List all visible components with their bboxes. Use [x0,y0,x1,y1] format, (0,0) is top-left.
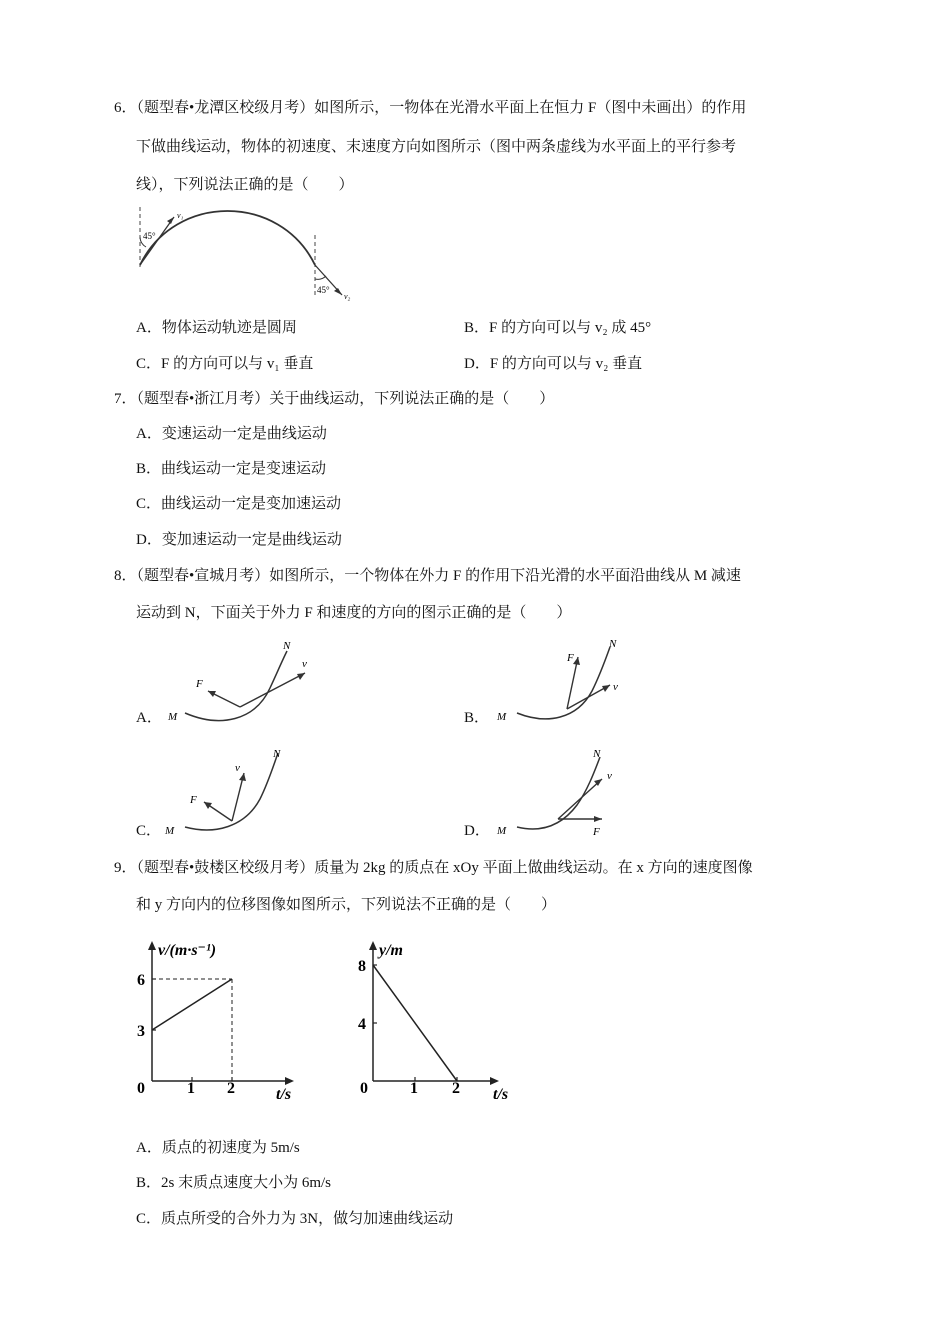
v-arrowhead [239,773,246,781]
series-line [373,965,457,1081]
y-axis-label: v/(m·s⁻¹) [158,942,217,959]
x-axis-label: t/s [493,1086,509,1103]
f-arrow [567,657,578,709]
y-tick-label: 8 [358,958,366,975]
origin-label: 0 [360,1080,368,1097]
q6-trajectory-figure [130,203,370,303]
v-arrow [240,673,305,707]
x-axis-arrowhead [490,1077,499,1085]
q7-option-a: A．变速运动一定是曲线运动 [136,426,327,442]
q6-stem-line1: 6．（题型春•龙潭区校级月考）如图所示，一物体在光滑水平面上在恒力 F（图中未画出）的作用 [114,100,747,116]
origin-label: 0 [137,1080,145,1097]
f-arrowhead [594,816,602,822]
q8-stem-line2: 运动到 N，下面关于外力 F 和速度的方向的图示正确的是（ ） [136,605,572,621]
q7-stem: 7．（题型春•浙江月考）关于曲线运动，下列说法正确的是（ ） [114,391,555,407]
v1-arrow [140,217,174,265]
q7-option-c: C．曲线运动一定是变加速运动 [136,496,342,512]
y-tick-label: 6 [137,972,145,989]
q6-option-d: D．F 的方向可以与 v₂ 垂直 [464,356,643,372]
q7-option-b: B．曲线运动一定是变速运动 [136,461,327,477]
f-arrowhead [204,802,212,809]
v1-arrowhead [167,217,174,224]
q8-figure-b [492,633,632,728]
q8-option-d: D． [464,823,490,839]
trajectory-curve [140,211,315,265]
angle1-label: 45° [143,231,156,241]
y-tick-label: 4 [358,1016,366,1033]
x-axis-arrowhead [285,1077,294,1085]
q8-figure-a [160,633,320,728]
y-axis-label: y/m [379,942,403,959]
f-arrowhead [573,657,580,665]
m-label: M [168,711,178,723]
x-tick-label: 2 [452,1080,460,1097]
n-label: N [609,638,617,650]
q9-option-a: A．质点的初速度为 5m/s [136,1140,300,1156]
curve-mn [517,647,610,719]
q9-option-b: B．2s 末质点速度大小为 6m/s [136,1175,332,1191]
q9-option-c: C．质点所受的合外力为 3N，做匀加速曲线运动 [136,1211,454,1227]
q9-stem-line1: 9．（题型春•鼓楼区校级月考）质量为 2kg 的质点在 xOy 平面上做曲线运动。在 x 方向的速度图像 [114,860,753,876]
x-tick-label: 1 [410,1080,418,1097]
x-tick-label: 1 [187,1080,195,1097]
v2-label: v₂ [344,292,351,301]
q9-velocity-time-chart [130,935,330,1110]
angle2-arc [315,276,326,279]
q8-figure-d [492,743,632,838]
q8-option-b: B． [464,710,490,726]
q7-option-d: D．变加速运动一定是曲线运动 [136,532,342,548]
f-label: F [567,652,574,664]
y-axis-arrowhead [148,941,156,950]
v-label: v [302,658,307,670]
f-label: F [196,678,203,690]
q6-option-c: C．F 的方向可以与 v₁ 垂直 [136,356,314,372]
q6-stem-line3: 线），下列说法正确的是（ ） [136,177,354,193]
n-label: N [283,640,291,652]
y-axis-arrowhead [369,941,377,950]
y-tick-label: 3 [137,1023,145,1040]
m-label: M [497,825,507,837]
v-label: v [235,762,240,774]
series-line [152,979,232,1030]
f-label: F [593,826,600,838]
v-arrow [558,779,602,819]
v1-label: v₁ [177,211,184,220]
q8-option-a: A． [136,710,162,726]
curve-mn [185,753,278,830]
m-label: M [165,825,175,837]
q8-option-c: C． [136,823,162,839]
q8-stem-line1: 8．（题型春•宣城月考）如图所示，一个物体在外力 F 的作用下沿光滑的水平面沿曲线从 M 减速 [114,568,741,584]
q9-displacement-time-chart [355,935,535,1110]
angle2-label: 45° [317,285,330,295]
q6-stem-line2: 下做曲线运动，物体的初速度、末速度方向如图所示（图中两条虚线为水平面上的平行参考 [136,139,737,155]
q6-option-a: A．物体运动轨迹是圆周 [136,320,297,336]
q9-stem-line2: 和 y 方向内的位移图像如图所示，下列说法不正确的是（ ） [136,897,557,913]
v-label: v [613,681,618,693]
x-axis-label: t/s [276,1086,292,1103]
n-label: N [593,748,601,760]
n-label: N [273,748,281,760]
q8-figure-c [160,743,300,838]
v2-arrowhead [334,288,342,295]
x-tick-label: 2 [227,1080,235,1097]
m-label: M [497,711,507,723]
f-label: F [190,794,197,806]
v-label: v [607,770,612,782]
q6-option-b: B．F 的方向可以与 v₂ 成 45° [464,320,652,336]
